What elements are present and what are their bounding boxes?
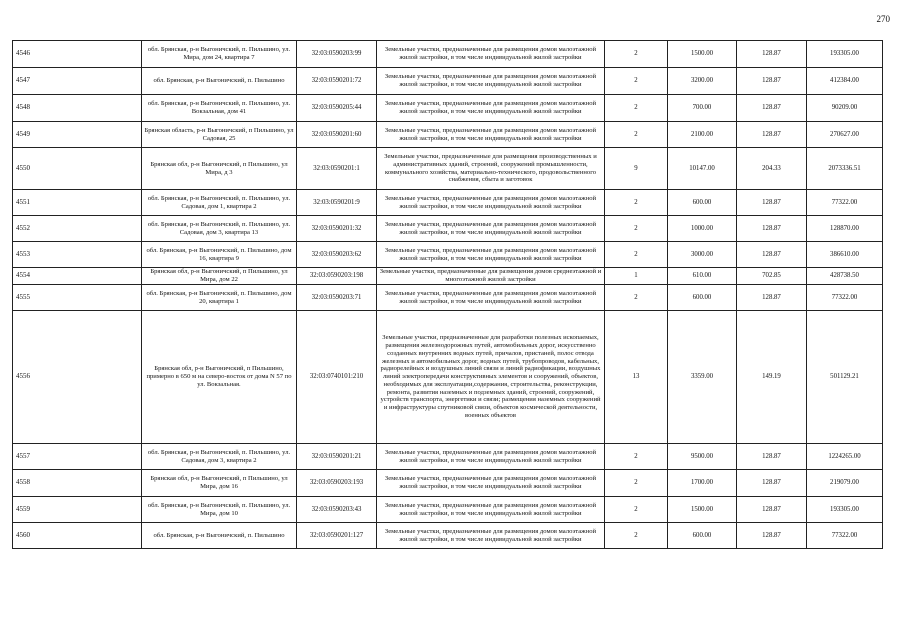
cadastral-value-cell: 77322.00 — [807, 523, 883, 549]
land-use-cell: Земельные участки, предназначенные для размещения домов малоэтажной жилой застройки, в том числе индивидуальной жилой застройки — [377, 95, 605, 122]
cadastral-value-cell: 2073336.51 — [807, 148, 883, 190]
land-use-cell: Земельные участки, предназначенные для разработки полезных ископаемых, размещения железнодорожных путей, автомобильных дорог, искусственно созданных внутренних водных путей, причалов, пристаней, полос отвода железных и автомобильных дорог, водных путей, трубопроводов, кабельных, радиорелейных и воздушных линий связи и линий радиофикации, воздушных линий электропередачи конструктивных элементов и сооружений, объектов, необходимых для эксплуатации,содержания, строительства, реконструкции, ремонта, развития наземных и подземных зданий, строений, сооружений, устройств транспорта, энергетики и связи; размещения наземных сооружений и инфраструктуры спутниковой связи, объектов космической деятельности, военных объектов — [377, 311, 605, 444]
row-number-cell: 4547 — [13, 68, 142, 95]
land-use-cell: Земельные участки, предназначенные для размещения домов малоэтажной жилой застройки, в том числе индивидуальной жилой застройки — [377, 41, 605, 68]
row-number-cell: 4548 — [13, 95, 142, 122]
address-cell: обл. Брянская, р-н Выгоничский, п. Пильшино, ул. Вокзальная, дом 41 — [142, 95, 297, 122]
row-number-cell: 4546 — [13, 41, 142, 68]
address-cell: обл. Брянская, р-н Выгоничский, п. Пильшино, ул. Садовая, дом 3, квартира 2 — [142, 444, 297, 470]
table-row — [13, 444, 883, 470]
row-number-cell: 4558 — [13, 470, 142, 497]
specific-value-cell: 128.87 — [737, 242, 807, 268]
group-number-cell: 2 — [605, 68, 668, 95]
address-cell: обл. Брянская, р-н Выгоничский, п. Пильшино, ул. Садовая, дом 1, квартира 2 — [142, 190, 297, 216]
cadastral-value-cell: 270627.00 — [807, 122, 883, 148]
cadastral-number-cell: 32:03:0590201:127 — [297, 523, 377, 549]
area-cell: 610.00 — [668, 268, 737, 285]
land-use-cell: Земельные участки, предназначенные для размещения домов малоэтажной жилой застройки, в том числе индивидуальной жилой застройки — [377, 122, 605, 148]
area-cell: 1500.00 — [668, 41, 737, 68]
row-number-cell: 4557 — [13, 444, 142, 470]
cadastral-value-cell: 1224265.00 — [807, 444, 883, 470]
table-row — [13, 148, 883, 190]
area-cell: 600.00 — [668, 523, 737, 549]
row-number-cell: 4553 — [13, 242, 142, 268]
table-row — [13, 523, 883, 549]
cadastral-value-cell: 77322.00 — [807, 285, 883, 311]
cadastral-number-cell: 32:03:0590201:1 — [297, 148, 377, 190]
group-number-cell: 2 — [605, 41, 668, 68]
address-cell: Брянская обл, р-н Выгоничский, п Пильшино, примерно в 650 м на северо-восток от дома N 57 по ул. Вокзальная. — [142, 311, 297, 444]
table-row — [13, 470, 883, 497]
land-use-cell: Земельные участки, предназначенные для размещения домов среднеэтажной и многоэтажной жилой застройки — [377, 268, 605, 285]
land-use-cell: Земельные участки, предназначенные для размещения домов малоэтажной жилой застройки, в том числе индивидуальной жилой застройки — [377, 216, 605, 242]
cadastral-number-cell: 32:03:0590201:72 — [297, 68, 377, 95]
area-cell: 3359.00 — [668, 311, 737, 444]
area-cell: 600.00 — [668, 190, 737, 216]
specific-value-cell: 702.85 — [737, 268, 807, 285]
area-cell: 1000.00 — [668, 216, 737, 242]
group-number-cell: 2 — [605, 497, 668, 523]
address-cell: обл. Брянская, р-н Выгоничский, п. Пильшино, дом 20, квартира 1 — [142, 285, 297, 311]
cadastral-number-cell: 32:03:0590203:99 — [297, 41, 377, 68]
group-number-cell: 2 — [605, 95, 668, 122]
table-row — [13, 68, 883, 95]
area-cell: 700.00 — [668, 95, 737, 122]
cadastral-number-cell: 32:03:0590203:71 — [297, 285, 377, 311]
land-use-cell: Земельные участки, предназначенные для размещения домов малоэтажной жилой застройки, в том числе индивидуальной жилой застройки — [377, 497, 605, 523]
table-row — [13, 95, 883, 122]
area-cell: 9500.00 — [668, 444, 737, 470]
address-cell: обл. Брянская, р-н Выгоничский, п. Пильшино — [142, 523, 297, 549]
specific-value-cell: 128.87 — [737, 122, 807, 148]
group-number-cell: 2 — [605, 444, 668, 470]
group-number-cell: 9 — [605, 148, 668, 190]
row-number-cell: 4556 — [13, 311, 142, 444]
cadastral-number-cell: 32:03:0590203:198 — [297, 268, 377, 285]
page-number: 270 — [876, 14, 890, 24]
row-number-cell: 4559 — [13, 497, 142, 523]
specific-value-cell: 128.87 — [737, 190, 807, 216]
row-number-cell: 4549 — [13, 122, 142, 148]
cadastral-value-cell: 128870.00 — [807, 216, 883, 242]
specific-value-cell: 128.87 — [737, 523, 807, 549]
land-use-cell: Земельные участки, предназначенные для размещения производственных и административных зданий, строений, сооружений промышленности, коммунального хозяйства, материально-технического, продовольственного снабжения, сбыта и заготовок — [377, 148, 605, 190]
specific-value-cell: 149.19 — [737, 311, 807, 444]
cadastral-value-cell: 193305.00 — [807, 41, 883, 68]
table-row — [13, 497, 883, 523]
address-cell: обл. Брянская, р-н Выгоничский, п. Пильшино — [142, 68, 297, 95]
group-number-cell: 2 — [605, 285, 668, 311]
group-number-cell: 2 — [605, 122, 668, 148]
table-row — [13, 285, 883, 311]
land-use-cell: Земельные участки, предназначенные для размещения домов малоэтажной жилой застройки, в том числе индивидуальной жилой застройки — [377, 470, 605, 497]
cadastral-value-cell: 193305.00 — [807, 497, 883, 523]
row-number-cell: 4551 — [13, 190, 142, 216]
cadastral-number-cell: 32:03:0590203:193 — [297, 470, 377, 497]
table-row — [13, 122, 883, 148]
specific-value-cell: 128.87 — [737, 444, 807, 470]
row-number-cell: 4555 — [13, 285, 142, 311]
land-use-cell: Земельные участки, предназначенные для размещения домов малоэтажной жилой застройки, в том числе индивидуальной жилой застройки — [377, 285, 605, 311]
cadastral-number-cell: 32:03:0590203:62 — [297, 242, 377, 268]
area-cell: 600.00 — [668, 285, 737, 311]
group-number-cell: 13 — [605, 311, 668, 444]
address-cell: Брянская обл, р-н Выгоничский, п Пильшино, ул Мира, д 3 — [142, 148, 297, 190]
address-cell: Брянская обл, р-н Выгоничский, п Пильшино, ул Мира, дом 16 — [142, 470, 297, 497]
cadastral-number-cell: 32:03:0590203:43 — [297, 497, 377, 523]
cadastral-number-cell: 32:03:0740101:210 — [297, 311, 377, 444]
cadastral-value-cell: 90209.00 — [807, 95, 883, 122]
area-cell: 1700.00 — [668, 470, 737, 497]
address-cell: Брянская обл, р-н Выгоничский, п Пильшино, ул Мира, дом 22 — [142, 268, 297, 285]
specific-value-cell: 128.87 — [737, 95, 807, 122]
cadastral-number-cell: 32:03:0590201:9 — [297, 190, 377, 216]
land-use-cell: Земельные участки, предназначенные для размещения домов малоэтажной жилой застройки, в том числе индивидуальной жилой застройки — [377, 444, 605, 470]
area-cell: 2100.00 — [668, 122, 737, 148]
group-number-cell: 2 — [605, 216, 668, 242]
row-number-cell: 4552 — [13, 216, 142, 242]
table-row — [13, 41, 883, 68]
specific-value-cell: 128.87 — [737, 41, 807, 68]
cadastral-value-table — [12, 40, 883, 549]
address-cell: обл. Брянская, р-н Выгоничский, п. Пильшино, ул. Мира, дом 24, квартира 7 — [142, 41, 297, 68]
cadastral-number-cell: 32:03:0590201:21 — [297, 444, 377, 470]
cadastral-value-cell: 428738.50 — [807, 268, 883, 285]
cadastral-value-cell: 412384.00 — [807, 68, 883, 95]
area-cell: 3000.00 — [668, 242, 737, 268]
land-use-cell: Земельные участки, предназначенные для размещения домов малоэтажной жилой застройки, в том числе индивидуальной жилой застройки — [377, 68, 605, 95]
cadastral-value-cell: 386610.00 — [807, 242, 883, 268]
specific-value-cell: 128.87 — [737, 285, 807, 311]
specific-value-cell: 128.87 — [737, 216, 807, 242]
area-cell: 10147.00 — [668, 148, 737, 190]
address-cell: Брянская область, р-н Выгоничский, п Пильшино, ул Садовая, 25 — [142, 122, 297, 148]
row-number-cell: 4554 — [13, 268, 142, 285]
cadastral-value-cell: 501129.21 — [807, 311, 883, 444]
group-number-cell: 2 — [605, 523, 668, 549]
table-row — [13, 216, 883, 242]
land-use-cell: Земельные участки, предназначенные для размещения домов малоэтажной жилой застройки, в том числе индивидуальной жилой застройки — [377, 242, 605, 268]
row-number-cell: 4560 — [13, 523, 142, 549]
land-use-cell: Земельные участки, предназначенные для размещения домов малоэтажной жилой застройки, в том числе индивидуальной жилой застройки — [377, 190, 605, 216]
area-cell: 1500.00 — [668, 497, 737, 523]
group-number-cell: 2 — [605, 190, 668, 216]
table-row — [13, 190, 883, 216]
specific-value-cell: 128.87 — [737, 497, 807, 523]
table-row — [13, 311, 883, 444]
cadastral-value-cell: 219079.00 — [807, 470, 883, 497]
address-cell: обл. Брянская, р-н Выгоничский, п. Пильшино, ул. Садовая, дом 3, квартира 13 — [142, 216, 297, 242]
specific-value-cell: 128.87 — [737, 470, 807, 497]
cadastral-number-cell: 32:03:0590205:44 — [297, 95, 377, 122]
table-row — [13, 242, 883, 268]
area-cell: 3200.00 — [668, 68, 737, 95]
group-number-cell: 2 — [605, 470, 668, 497]
table-row — [13, 268, 883, 285]
row-number-cell: 4550 — [13, 148, 142, 190]
cadastral-number-cell: 32:03:0590201:32 — [297, 216, 377, 242]
land-use-cell: Земельные участки, предназначенные для размещения домов малоэтажной жилой застройки, в том числе индивидуальной жилой застройки — [377, 523, 605, 549]
specific-value-cell: 204.33 — [737, 148, 807, 190]
specific-value-cell: 128.87 — [737, 68, 807, 95]
address-cell: обл. Брянская, р-н Выгоничский, п. Пильшино, ул. Мира, дом 10 — [142, 497, 297, 523]
group-number-cell: 1 — [605, 268, 668, 285]
group-number-cell: 2 — [605, 242, 668, 268]
cadastral-value-cell: 77322.00 — [807, 190, 883, 216]
address-cell: обл. Брянская, р-н Выгоничский, п. Пильшино, дом 16, квартира 9 — [142, 242, 297, 268]
cadastral-number-cell: 32:03:0590201:60 — [297, 122, 377, 148]
